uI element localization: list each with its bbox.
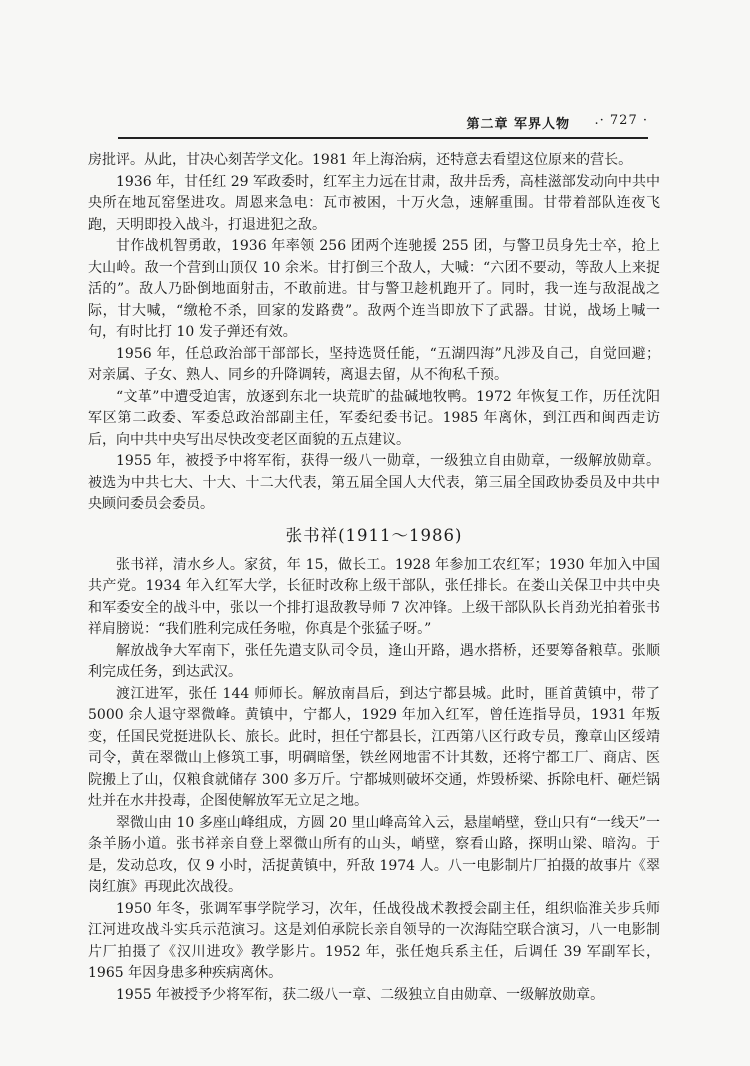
- paragraph: 1956 年，任总政治部干部部长，坚持选贤任能，“五湖四海”凡涉及自己，自觉回避；对亲属、子女、熟人、同乡的升降调转，离退去留，从不徇私千预。: [88, 345, 660, 383]
- running-header: [118, 113, 648, 139]
- page-number: .· 727 ·: [594, 113, 648, 128]
- paragraph: 1955 年被授予少将军衔，获二级八一章、二级独立自由勋章、一级解放勋章。: [116, 986, 605, 1003]
- header-rule: [118, 137, 648, 139]
- paragraph: 房批评。从此，甘决心刻苦学文化。1981 年上海治病，还特意去看望这位原来的营长。: [88, 152, 633, 168]
- paragraph: “文革”中遭受迫害，放逐到东北一块荒旷的盐碱地牧鸭。1972 年恢复工作，历任沈阳军区第二政委、军委总政治部副主任，军委纪委书记。1985 年离休，到江西和闽西走访后，向中共中央写出尽快改变老区面貌的五点建议。: [88, 388, 660, 448]
- paragraph: 1950 年冬，张调军事学院学习，次年，任战役战术教授会副主任，组织临淮关步兵师江河进攻战斗实兵示范演习。这是刘伯承院长亲自领导的一次海陆空联合演习，八一电影制片厂拍摄了《汉川进攻》教学影片。1952 年，张任炮兵系主任，后调任 39 军副军长，1965 年因身患多种疾病离休。: [88, 900, 660, 981]
- paragraph: 渡江进军，张任 144 师师长。解放南昌后，到达宁都县城。此时，匪首黄镇中，带了 5000 余人退守翠微峰。黄镇中，宁都人，1929 年加入红军，曾任连指导员，1931 年叛变，任国民党挺进队长、旅长。此时，担任宁都县长，江西第八区行政专员，豫章山区绥靖司令，黄在翠微山上修筑工事，明碉暗堡，铁丝网地雷不计其数，还将宁都工厂、商店、医院搬上了山，仅粮食就储存 300 多万斤。宁都城则破坏交通，炸毁桥梁、拆除电杆、砸烂锅灶并在水井投毒，企图使解放军无立足之地。: [88, 685, 660, 809]
- paragraph: 甘作战机智勇敢，1936 年率领 256 团两个连驰援 255 团，与警卫员身先士卒，抢上大山岭。敌一个营到山顶仅 10 余米。甘打倒三个敌人，大喊：“六团不要动，等敌人上来捉活的”。敌人乃卧倒地面射击，不敢前进。甘与警卫趁机跑开了。同时，我一连与敌混战之际，甘大喊，“缴枪不杀，回家的发路费”。敌两个连当即放下了武器。甘说，战场上喊一句，有时比打 10 发子弹还有效。: [88, 238, 660, 340]
- biography-title: 张书祥(1911～1986): [285, 525, 463, 545]
- paragraph: 1936 年，甘任红 29 军政委时，红军主力远在甘肃，敌井岳秀，高桂滋部发动向中共中央所在地瓦窑堡进攻。周恩来急电：瓦市被困，十万火急，速解重围。甘带着部队连夜飞跑，天明即投入战斗，打退进犯之敌。: [88, 173, 660, 233]
- paragraph: 张书祥，清水乡人。家贫，年 15，做长工。1928 年参加工农红军；1930 年加入中国共产党。1934 年入红军大学，长征时改称上级干部队，张任排长。在娄山关保卫中共中央和军委安全的战斗中，张以一个排打退敌教导师 7 次冲锋。上级干部队队长肖劲光拍着张书祥肩膀说：“我们胜利完成任务啦，你真是个张猛子呀。”: [88, 556, 660, 637]
- paragraph: 翠微山由 10 多座山峰组成，方圆 20 里山峰高耸入云，悬崖峭壁，登山只有“一线天”一条羊肠小道。张书祥亲自登上翠微山所有的山头，峭壁，察看山路，探明山梁、暗沟。于是，发动总攻，仅 9 小时，活捉黄镇中，歼敌 1974 人。八一电影制片厂拍摄的故事片《翠岗红旗》再现此次战役。: [88, 814, 660, 895]
- paragraph: 1955 年，被授予中将军衔，获得一级八一勋章，一级独立自由勋章，一级解放勋章。被选为中共七大、十大、十二大代表，第五届全国人大代表，第三届全国政协委员及中共中央顾问委员会委员。: [88, 453, 660, 512]
- chapter-title: 第二章 军界人物: [466, 117, 570, 132]
- paragraph: 解放战争大军南下，张任先遣支队司令员，逢山开路，遇水搭桥，还要筹备粮草。张顺利完成任务，到达武汉。: [88, 642, 660, 680]
- page-body: [88, 150, 660, 1006]
